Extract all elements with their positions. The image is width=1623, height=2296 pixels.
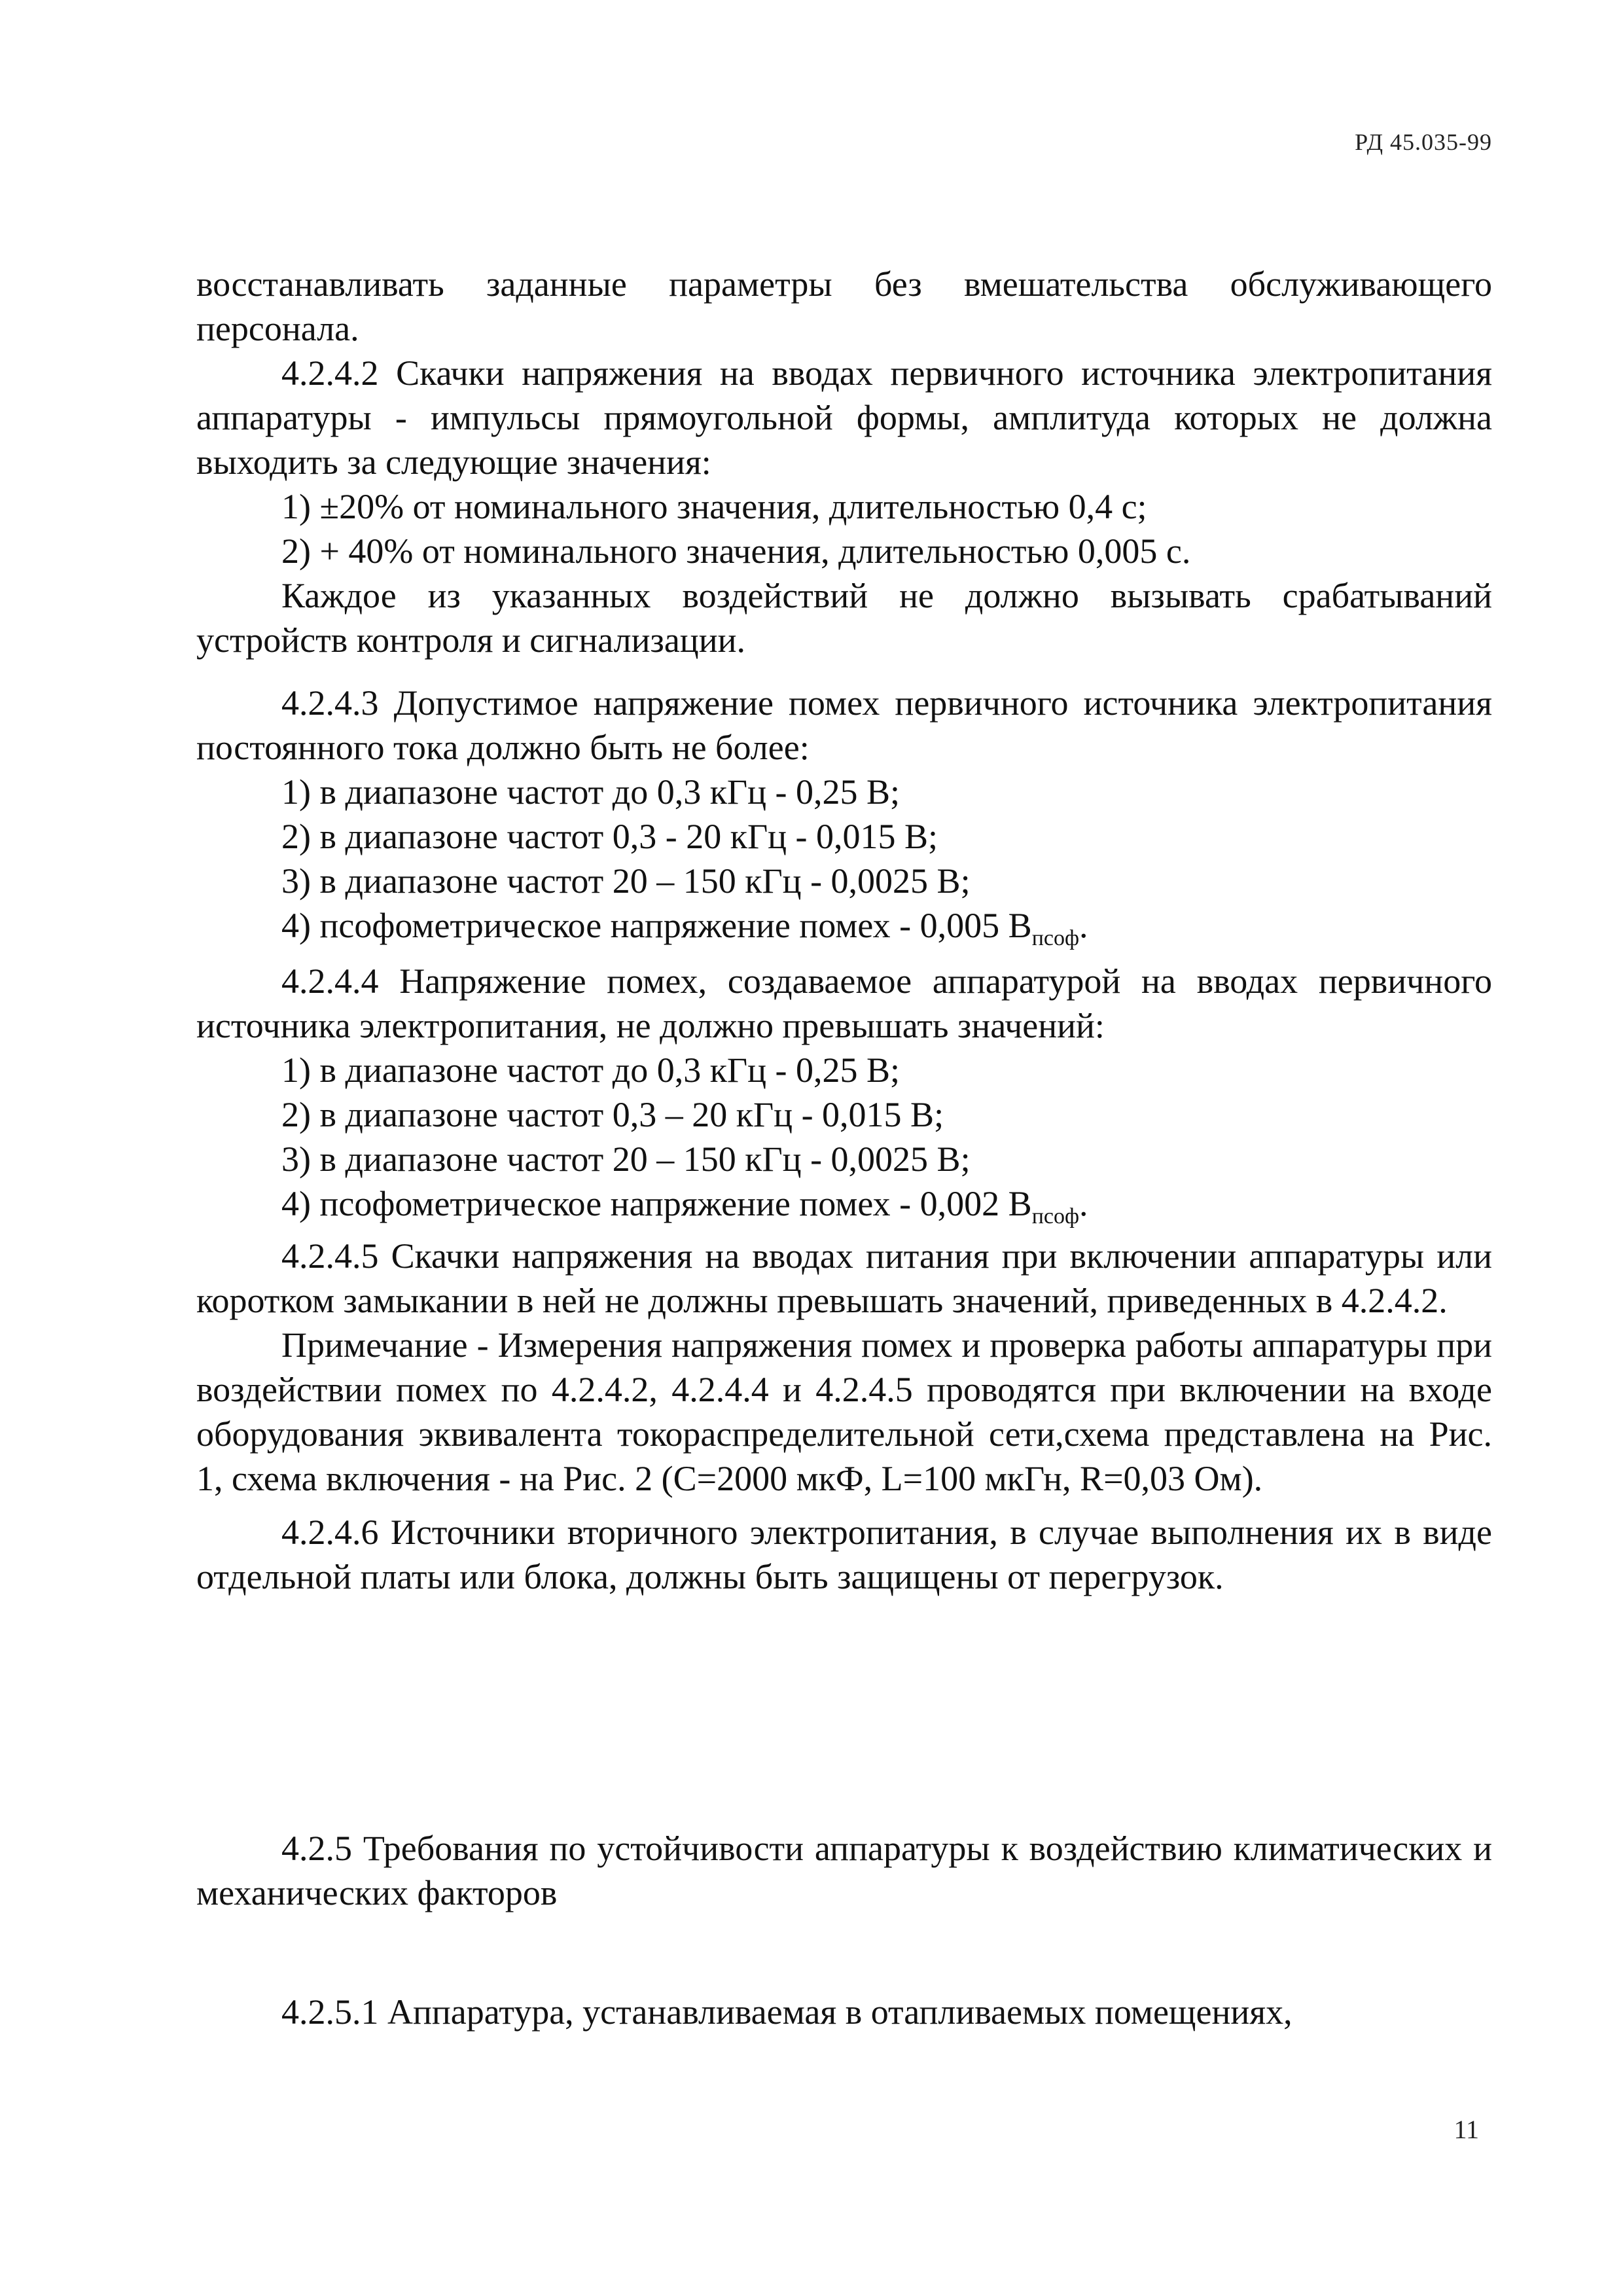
list-item: 2) в диапазоне частот 0,3 – 20 кГц - 0,015 В; bbox=[281, 1095, 944, 1134]
list-item: 1) в диапазоне частот до 0,3 кГц - 0,25 В; bbox=[281, 1050, 901, 1090]
paragraph-4-2-4-2: 4.2.4.2 Скачки напряжения на вводах первичного источника электропитания аппаратуры - импульсы прямоугольной формы, амплитуда которых не должна выходить за следующие значения: bbox=[196, 353, 1492, 482]
psophometric-end: . bbox=[1079, 1184, 1088, 1223]
text-block-4-2-4-3 bbox=[196, 681, 1492, 948]
psophometric-subscript: псоф bbox=[1031, 926, 1080, 950]
paragraph-4-2-4-5: 4.2.4.5 Скачки напряжения на вводах питания при включении аппаратуры или коротком замыкании в ней не должны превышать значений, приведенных в 4.2.4.2. bbox=[196, 1236, 1492, 1320]
text-block-4-2-5-1 bbox=[196, 1990, 1492, 2034]
psophometric-end: . bbox=[1079, 906, 1088, 945]
list-item: 2) + 40% от номинального значения, длительностью 0,005 с. bbox=[281, 531, 1191, 571]
paragraph-4-2-4-4: 4.2.4.4 Напряжение помех, создаваемое аппаратурой на вводах первичного источника электропитания, не должно превышать значений: bbox=[196, 961, 1492, 1045]
paragraph-note-signaling: Каждое из указанных воздействий не должно вызывать срабатываний устройств контроля и сигнализации. bbox=[196, 576, 1492, 660]
paragraph-4-2-4-6: 4.2.4.6 Источники вторичного электропитания, в случае выполнения их в виде отдельной платы или блока, должны быть защищены от перегрузок. bbox=[196, 1513, 1492, 1596]
list-item-psophometric bbox=[196, 903, 1492, 948]
paragraph-4-2-4-3: 4.2.4.3 Допустимое напряжение помех первичного источника электропитания постоянного тока должно быть не более: bbox=[196, 683, 1492, 767]
list-item: 2) в диапазоне частот 0,3 - 20 кГц - 0,015 В; bbox=[281, 817, 938, 856]
text-block-4-2-4-5 bbox=[196, 1234, 1492, 1599]
paragraph-continuation: восстанавливать заданные параметры без вмешательства обслуживающего персонала. bbox=[196, 264, 1492, 348]
psophometric-text: 4) псофометрическое напряжение помех - 0,002 В bbox=[281, 1184, 1032, 1223]
section-heading-4-2-5: 4.2.5 Требования по устойчивости аппаратуры к воздействию климатических и механических факторов bbox=[196, 1829, 1492, 1912]
text-block-4-2-4-4 bbox=[196, 959, 1492, 1229]
paragraph-4-2-5-1: 4.2.5.1 Аппаратура, устанавливаемая в отапливаемых помещениях, bbox=[281, 1992, 1293, 2032]
page-number: 11 bbox=[1454, 2115, 1479, 2144]
paragraph-note: Примечание - Измерения напряжения помех и проверка работы аппаратуры при воздействии помех по 4.2.4.2, 4.2.4.4 и 4.2.4.5 проводятся при включении на входе оборудования эквивалента токораспределительной сети,схема представлена на Рис. 1, схема включения - на Рис. 2 (С=2000 мкФ, L=100 мкГн, R=0,03 Ом). bbox=[196, 1325, 1492, 1498]
list-item: 3) в диапазоне частот 20 – 150 кГц - 0,0025 В; bbox=[281, 1139, 971, 1179]
psophometric-subscript: псоф bbox=[1031, 1204, 1080, 1229]
list-item: 1) в диапазоне частот до 0,3 кГц - 0,25 В; bbox=[281, 772, 901, 812]
list-item: 1) ±20% от номинального значения, длительностью 0,4 с; bbox=[281, 487, 1147, 526]
document-code: РД 45.035-99 bbox=[1355, 129, 1492, 155]
psophometric-text: 4) псофометрическое напряжение помех - 0,005 В bbox=[281, 906, 1032, 945]
text-block-4-2-5 bbox=[196, 1826, 1492, 1915]
text-block-top bbox=[196, 262, 1492, 662]
list-item: 3) в диапазоне частот 20 – 150 кГц - 0,0025 В; bbox=[281, 861, 971, 901]
list-item-psophometric bbox=[196, 1181, 1492, 1229]
